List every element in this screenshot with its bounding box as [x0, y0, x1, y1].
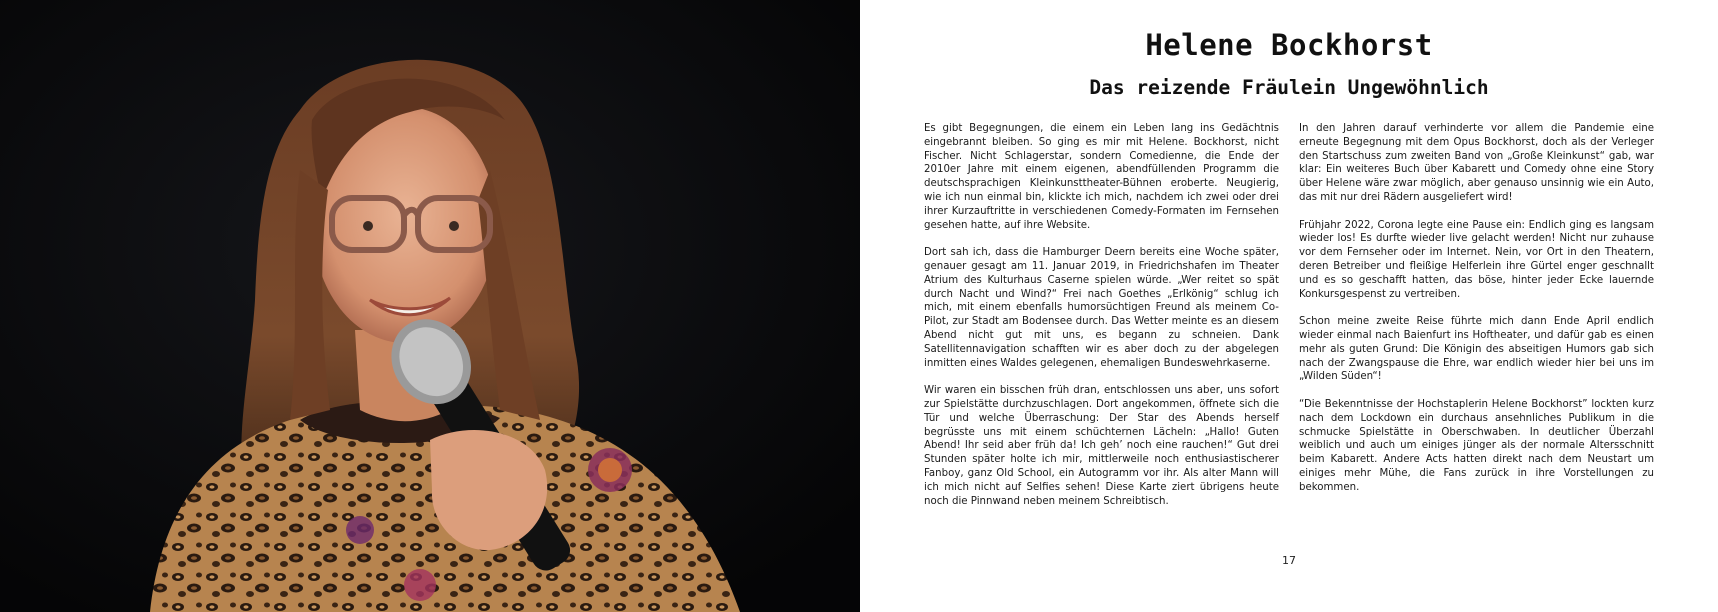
- article-page: [860, 0, 1718, 612]
- page-number: 17: [1282, 554, 1296, 567]
- right-text-column: [1299, 122, 1654, 508]
- paragraph: Frühjahr 2022, Corona legte eine Pause ein: Endlich ging es langsam wieder los! Es durfte wieder live gelacht werden! Nicht nur zuhause vor dem Fernseher oder im Internet. Nein, vor Ort in den Theatern, deren Betreiber und fleißige Helferlein ihre Gürtel enger geschnallt und es so geschafft hatten, das böse, hinter jeder Ecke lauernde Konkursgespenst zu vertreiben.: [1299, 219, 1654, 300]
- paragraph: Wir waren ein bisschen früh dran, entschlossen uns aber, uns sofort zur Spielstätte durchzuschlagen. Dort angekommen, öffnete sich die Tür und welche Überraschung: Der Star des Abends herself begrüsste uns mit einem schüchternen Lächeln: „Hallo! Guten Abend! Ihr seid aber früh da! Ich geh’ noch eine rauchen!“ Gut drei Stunden später holte ich mir, mittlerweile noch enthusiastischerer Fanboy, ganz Old School, ein Autogramm vor ihr. Als alter Mann will ich mich nicht auf Selfies sehen! Diese Karte ziert übrigens heute noch die Pinnwand neben meinem Schreibtisch.: [924, 385, 1279, 507]
- paragraph: Es gibt Begegnungen, die einem ein Leben lang ins Gedächtnis eingebrannt bleiben. So ging es mir mit Helene. Bockhorst, nicht Fischer. Nicht Schlagerstar, sondern Comedienne, die Ende der 2010er Jahre mit einem eigenen, abendfüllenden Programm die deutschsprachigen Kleinkunsttheater-Bühnen eroberte. Neugierig, wie ich nun einmal bin, klickte ich mich, nachdem ich zwei oder drei ihrer Kurzauftritte in verschiedenen Comedy-Formaten im Fernsehen gesehen hatte, auf ihre Website.: [924, 123, 1279, 231]
- paragraph: “Die Bekenntnisse der Hochstaplerin Helene Bockhorst” lockten kurz nach dem Lockdown ein durchaus ansehnliches Publikum in die schmucke Spielstätte in Oberschwaben. In deutlicher Überzahl weiblich und auch um einiges jünger als der normale Altersschnitt beim Kabarett. Andere Acts hatten direkt nach dem Neustart um einiges mehr Mühe, die Fans zurück in ihre Vorstellungen zu bekommen.: [1299, 398, 1654, 493]
- article-title: Helene Bockhorst: [1145, 28, 1433, 62]
- paragraph: In den Jahren darauf verhinderte vor allem die Pandemie eine erneute Begegnung mit dem Opus Bockhorst, doch als der Verleger den Startschuss zum zweiten Band von „Große Kleinkunst“ gab, war klar: Ein weiteres Buch über Kabarett und Comedy ohne eine Story über Helene wäre zwar möglich, aber genauso unsinnig wie ein Auto, das mit nur drei Rädern ausgeliefert wird!: [1299, 123, 1654, 203]
- paragraph: Schon meine zweite Reise führte mich dann Ende April endlich wieder einmal nach Baienfurt ins Hoftheater, und dafür gab es einen mehr als guten Grund: Die Königin des abseitigen Humors gab sich nach der Zwangspause die Ehre, war endlich wieder hier bei uns im „Wilden Süden“!: [1299, 316, 1654, 383]
- article-subtitle: Das reizende Fräulein Ungewöhnlich: [1089, 76, 1489, 99]
- left-text-column: [924, 122, 1279, 522]
- paragraph: Dort sah ich, dass die Hamburger Deern bereits eine Woche später, genauer gesagt am 11. Januar 2019, in Friedrichshafen im Theater Atrium des Kulturhaus Caserne spielen würde. „Wer reitet so spät durch Nacht und Wind?“ Frei nach Goethes „Erlkönig“ schlug ich mich, mit einem ebenfalls humorsüchtigen Freund als meinem Co-Pilot, zur Stadt am Bodensee durch. Das Wetter meinte es an diesem Abend nicht gut mit uns, es begann zu schneien. Dank Satellitennavigation schafften wir es aber doch zu der abgelegen inmitten eines Waldes gelegenen, ehemaligen Bundeswehrkaserne.: [924, 247, 1279, 369]
